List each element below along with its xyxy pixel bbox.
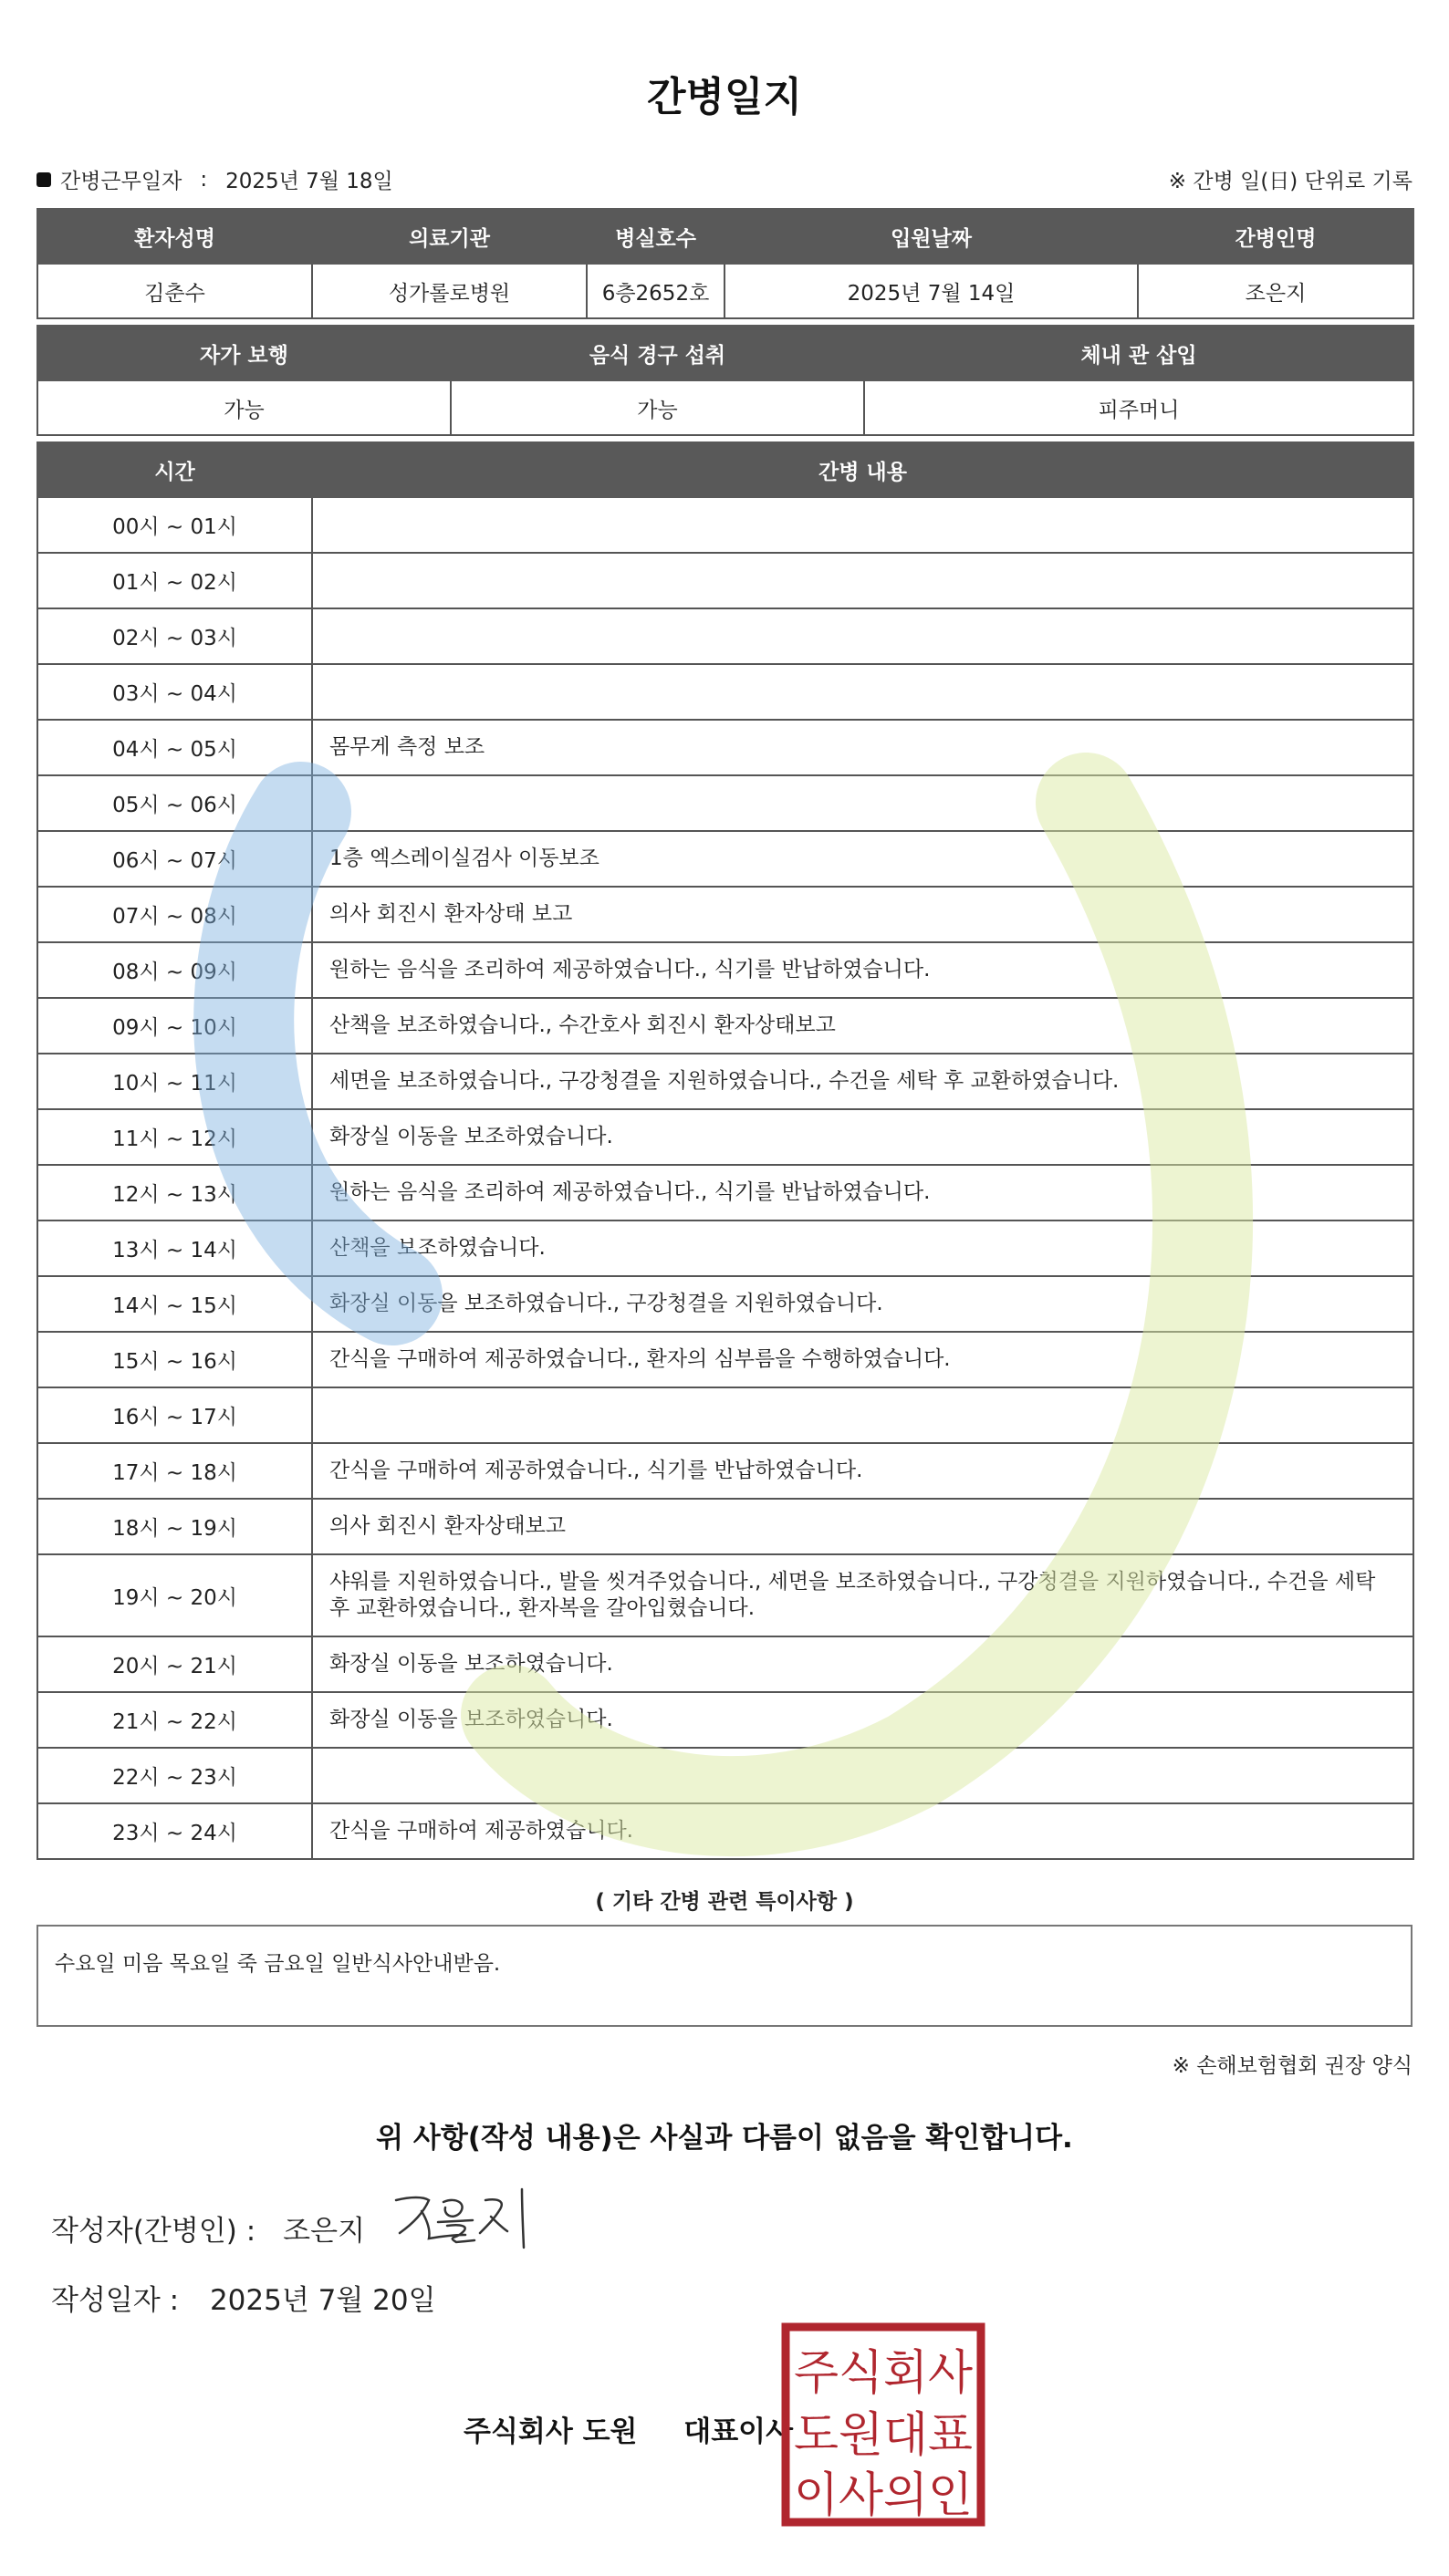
header-admission-date: 입원날짜 bbox=[724, 209, 1138, 264]
patient-info-table bbox=[36, 208, 1414, 319]
table-row bbox=[37, 1054, 1413, 1109]
table-row bbox=[37, 1748, 1413, 1803]
log-time: 08시 ~ 09시 bbox=[37, 942, 312, 998]
table-row bbox=[37, 1443, 1413, 1499]
log-time: 10시 ~ 11시 bbox=[37, 1054, 312, 1109]
log-content bbox=[312, 775, 1413, 831]
log-time: 03시 ~ 04시 bbox=[37, 664, 312, 720]
header-room: 병실호수 bbox=[587, 209, 724, 264]
log-content: 세면을 보조하였습니다., 구강청결을 지원하였습니다., 수건을 세탁 후 교환하였습니다. bbox=[312, 1054, 1413, 1109]
handwritten-signature bbox=[383, 2180, 538, 2253]
patient-status-table bbox=[36, 325, 1414, 436]
log-content bbox=[312, 664, 1413, 720]
log-time: 00시 ~ 01시 bbox=[37, 497, 312, 553]
company-name: 주식회사 도원 bbox=[464, 2415, 638, 2448]
log-time: 20시 ~ 21시 bbox=[37, 1636, 312, 1692]
table-row bbox=[37, 1803, 1413, 1859]
log-time: 11시 ~ 12시 bbox=[37, 1109, 312, 1165]
log-content bbox=[312, 608, 1413, 664]
work-date-separator: : bbox=[200, 167, 208, 192]
table-row bbox=[37, 497, 1413, 553]
log-content: 간식을 구매하여 제공하였습니다. bbox=[312, 1803, 1413, 1859]
caregiver-name: 조은지 bbox=[1138, 264, 1413, 318]
log-content: 간식을 구매하여 제공하였습니다., 식기를 반납하였습니다. bbox=[312, 1443, 1413, 1499]
table-row bbox=[37, 1636, 1413, 1692]
log-time: 02시 ~ 03시 bbox=[37, 608, 312, 664]
patient-name: 김춘수 bbox=[37, 264, 312, 318]
log-time: 01시 ~ 02시 bbox=[37, 553, 312, 608]
table-row bbox=[37, 1220, 1413, 1276]
written-date-row bbox=[51, 2277, 436, 2318]
log-time: 13시 ~ 14시 bbox=[37, 1220, 312, 1276]
table-row bbox=[37, 1276, 1413, 1332]
table-row bbox=[37, 1165, 1413, 1220]
table-row bbox=[37, 998, 1413, 1054]
table-row bbox=[37, 775, 1413, 831]
log-time: 07시 ~ 08시 bbox=[37, 887, 312, 942]
log-content: 간식을 구매하여 제공하였습니다., 환자의 심부름을 수행하였습니다. bbox=[312, 1332, 1413, 1387]
log-content: 원하는 음식을 조리하여 제공하였습니다., 식기를 반납하였습니다. bbox=[312, 942, 1413, 998]
log-time: 16시 ~ 17시 bbox=[37, 1387, 312, 1443]
log-time: 06시 ~ 07시 bbox=[37, 831, 312, 887]
log-content bbox=[312, 1748, 1413, 1803]
work-date-label: 간병근무일자 bbox=[60, 170, 182, 193]
log-time: 04시 ~ 05시 bbox=[37, 720, 312, 775]
log-time: 09시 ~ 10시 bbox=[37, 998, 312, 1054]
log-time: 18시 ~ 19시 bbox=[37, 1499, 312, 1554]
table-row bbox=[37, 553, 1413, 608]
log-content: 산책을 보조하였습니다. bbox=[312, 1220, 1413, 1276]
notes-box bbox=[36, 1925, 1413, 2027]
table-row bbox=[37, 608, 1413, 664]
log-time: 17시 ~ 18시 bbox=[37, 1443, 312, 1499]
writer-label: 작성자(간병인) : bbox=[51, 2215, 256, 2248]
log-content: 화장실 이동을 보조하였습니다. bbox=[312, 1636, 1413, 1692]
svg-text:이사의인: 이사의인 bbox=[794, 2468, 973, 2523]
header-self-walking: 자가 보행 bbox=[37, 326, 451, 380]
room-number: 6층2652호 bbox=[587, 264, 724, 318]
meta-row bbox=[36, 164, 1413, 197]
log-time: 14시 ~ 15시 bbox=[37, 1276, 312, 1332]
written-date: 2025년 7월 20일 bbox=[209, 2284, 436, 2317]
tube-insertion-value: 피주머니 bbox=[864, 380, 1413, 435]
table-row bbox=[37, 664, 1413, 720]
header-time: 시간 bbox=[37, 442, 312, 497]
hospital: 성가롤로병원 bbox=[312, 264, 587, 318]
header-tube-insertion: 체내 관 삽입 bbox=[864, 326, 1413, 380]
table-row bbox=[37, 1692, 1413, 1748]
log-content: 화장실 이동을 보조하였습니다. bbox=[312, 1692, 1413, 1748]
writer-name: 조은지 bbox=[283, 2215, 366, 2248]
writer-row bbox=[51, 2207, 365, 2249]
confirmation-statement: 위 사항(작성 내용)은 사실과 다름이 없음을 확인합니다. bbox=[376, 2122, 1073, 2155]
log-time: 19시 ~ 20시 bbox=[37, 1554, 312, 1636]
log-content bbox=[312, 1387, 1413, 1443]
oral-intake-value: 가능 bbox=[451, 380, 864, 435]
log-content: 원하는 음식을 조리하여 제공하였습니다., 식기를 반납하였습니다. bbox=[312, 1165, 1413, 1220]
log-content: 샤워를 지원하였습니다., 발을 씻겨주었습니다., 세면을 보조하였습니다., 구강청결을 지원하였습니다., 수건을 세탁 후 교환하였습니다., 환자복을 갈아입혔습니다. bbox=[312, 1554, 1413, 1636]
table-row bbox=[37, 831, 1413, 887]
log-content: 산책을 보조하였습니다., 수간호사 회진시 환자상태보고 bbox=[312, 998, 1413, 1054]
written-date-label: 작성일자 : bbox=[51, 2284, 180, 2317]
table-row bbox=[37, 1387, 1413, 1443]
log-time: 15시 ~ 16시 bbox=[37, 1332, 312, 1387]
log-content: 1층 엑스레이실검사 이동보조 bbox=[312, 831, 1413, 887]
log-content: 화장실 이동을 보조하였습니다. bbox=[312, 1109, 1413, 1165]
notes-title: ( 기타 간병 관련 특이사항 ) bbox=[595, 1890, 854, 1914]
header-oral-intake: 음식 경구 섭취 bbox=[451, 326, 864, 380]
header-hospital: 의료기관 bbox=[312, 209, 587, 264]
document-title: 간병일지 bbox=[646, 74, 802, 120]
log-content: 의사 회진시 환자상태 보고 bbox=[312, 887, 1413, 942]
form-note: ※ 손해보험협회 권장 양식 bbox=[1172, 2054, 1413, 2078]
log-time: 23시 ~ 24시 bbox=[37, 1803, 312, 1859]
log-content: 화장실 이동을 보조하였습니다., 구강청결을 지원하였습니다. bbox=[312, 1276, 1413, 1332]
work-date: 2025년 7월 18일 bbox=[225, 170, 393, 193]
self-walking-value: 가능 bbox=[37, 380, 451, 435]
table-row bbox=[37, 1109, 1413, 1165]
company-signature-line bbox=[464, 2408, 793, 2449]
log-content bbox=[312, 497, 1413, 553]
table-row bbox=[37, 1554, 1413, 1636]
square-bullet-icon bbox=[36, 172, 51, 187]
header-patient-name: 환자성명 bbox=[37, 209, 312, 264]
svg-text:도원대표: 도원대표 bbox=[794, 2408, 973, 2463]
log-content: 의사 회진시 환자상태보고 bbox=[312, 1499, 1413, 1554]
table-row bbox=[37, 887, 1413, 942]
care-log-body bbox=[37, 497, 1413, 1859]
log-time: 05시 ~ 06시 bbox=[37, 775, 312, 831]
table-row bbox=[37, 720, 1413, 775]
care-log-table bbox=[36, 441, 1414, 1860]
table-row bbox=[37, 1332, 1413, 1387]
table-row bbox=[37, 942, 1413, 998]
log-content: 몸무게 측정 보조 bbox=[312, 720, 1413, 775]
company-seal-stamp bbox=[780, 2322, 986, 2528]
header-caregiver-name: 간병인명 bbox=[1138, 209, 1413, 264]
table-row bbox=[37, 1499, 1413, 1554]
log-time: 22시 ~ 23시 bbox=[37, 1748, 312, 1803]
header-care-content: 간병 내용 bbox=[312, 442, 1413, 497]
ceo-title: 대표이사 bbox=[683, 2415, 794, 2448]
log-time: 12시 ~ 13시 bbox=[37, 1165, 312, 1220]
notes-text: 수요일 미음 목요일 죽 금요일 일반식사안내받음. bbox=[55, 1952, 501, 1976]
log-content bbox=[312, 553, 1413, 608]
log-time: 21시 ~ 22시 bbox=[37, 1692, 312, 1748]
admission-date: 2025년 7월 14일 bbox=[724, 264, 1138, 318]
unit-note: ※ 간병 일(日) 단위로 기록 bbox=[1168, 170, 1413, 193]
svg-text:주식회사: 주식회사 bbox=[794, 2346, 973, 2401]
